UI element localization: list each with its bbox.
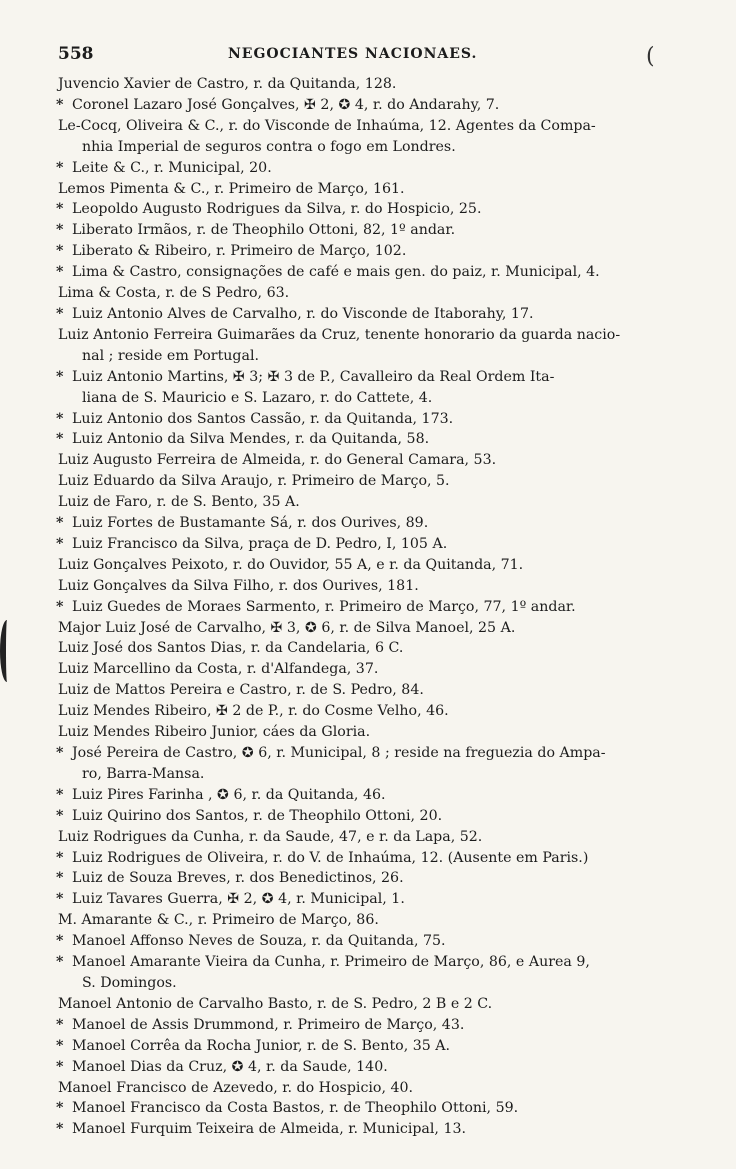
directory-entry [58,1015,698,1036]
entry-text: José Pereira de Castro, ✪ 6, r. Municipal, 8 ; reside na freguezia do Ampa- [72,745,606,761]
entry-asterisk-mark: * [56,1121,64,1138]
entry-text: Liberato & Ribeiro, r. Primeiro de Março, 102. [72,243,407,260]
entry-text: Manoel Amarante Vieira da Cunha, r. Primeiro de Março, 86, e Aurea 9, [72,954,590,971]
directory-entry [58,785,698,806]
entry-asterisk-mark: * [56,954,64,971]
entry-asterisk-mark: * [56,243,64,260]
entry-text: Lemos Pimenta & C., r. Primeiro de Março, 161. [58,180,405,197]
entry-text: Manoel Dias da Cruz, ✪ 4, r. da Saude, 140. [72,1058,388,1075]
directory-entry [58,1119,698,1140]
entry-text: Manoel Francisco de Azevedo, r. do Hospicio, 40. [58,1079,414,1096]
entry-asterisk-mark: * [56,807,64,824]
entry-asterisk-mark: * [56,1058,64,1075]
entry-continuation-text: nal ; reside em Portugal. [82,347,259,364]
entry-text: Leite & C., r. Municipal, 20. [72,159,272,176]
entry-asterisk-mark: * [56,305,64,322]
entry-asterisk-mark: * [56,410,64,427]
entry-asterisk-mark: * [56,1037,64,1054]
entry-asterisk-mark: * [56,431,64,448]
directory-entry [58,1036,698,1057]
directory-entry [58,534,698,555]
entry-text: Luiz Antonio Ferreira Guimarães da Cruz, tenente honorario da guarda nacio- [58,326,621,343]
directory-entry [58,889,698,910]
directory-entry [58,450,698,471]
directory-entry [58,116,698,158]
entry-asterisk-mark: * [56,849,64,866]
page-header [58,42,698,70]
entry-asterisk-mark: * [56,201,64,218]
entry-continuation-text: ro, Barra-Mansa. [82,765,205,782]
entry-text: Luiz Rodrigues de Oliveira, r. do V. de Inhaúma, 12. (Ausente em Paris.) [72,849,589,866]
entry-text: Luiz de Faro, r. de S. Bento, 35 A. [58,494,300,511]
directory-entry [58,492,698,513]
directory-entry [58,931,698,952]
directory-entry [58,304,698,325]
directory-entry [58,618,698,639]
entry-text: Manoel Affonso Neves de Souza, r. da Quitanda, 75. [72,933,446,950]
entry-text: Luiz Mendes Ribeiro Junior, cáes da Gloria. [58,724,371,741]
directory-entry [58,262,698,283]
entry-asterisk-mark: * [56,515,64,532]
entry-text: Luiz Antonio da Silva Mendes, r. da Quitanda, 58. [72,431,430,448]
entry-text: Luiz Gonçalves da Silva Filho, r. dos Ourives, 181. [58,577,419,594]
directory-entry [58,220,698,241]
entry-text: Manoel Antonio de Carvalho Basto, r. de S. Pedro, 2 B e 2 C. [58,995,493,1012]
entry-asterisk-mark: * [56,1100,64,1117]
entry-text: Luiz Guedes de Moraes Sarmento, r. Primeiro de Março, 77, 1º andar. [72,598,576,615]
entry-asterisk-mark: * [56,1016,64,1033]
entry-text: Leopoldo Augusto Rodrigues da Silva, r. do Hospicio, 25. [72,201,482,218]
directory-entry [58,597,698,618]
entry-continuation-text: liana de S. Mauricio e S. Lazaro, r. do Cattete, 4. [82,389,433,406]
entry-asterisk-mark: * [56,933,64,950]
directory-entry [58,199,698,220]
directory-entry [58,743,698,785]
entry-asterisk-mark: * [56,891,64,908]
directory-entry [58,555,698,576]
directory-entry [58,638,698,659]
entry-text: Luiz Augusto Ferreira de Almeida, r. do General Camara, 53. [58,452,497,469]
entry-text: Luiz Francisco da Silva, praça de D. Pedro, I, 105 A. [72,535,448,552]
entry-text: Luiz Quirino dos Santos, r. de Theophilo Ottoni, 20. [72,807,443,824]
directory-entry [58,701,698,722]
directory-entry [58,576,698,597]
binding-bracket-mark [0,620,14,682]
entry-continuation-text: S. Domingos. [82,974,177,991]
entry-text: Luiz Rodrigues da Cunha, r. da Saude, 47, e r. da Lapa, 52. [58,828,483,845]
entry-text: Luiz de Mattos Pereira e Castro, r. de S. Pedro, 84. [58,682,424,699]
entry-text: Luiz Antonio Martins, ✠ 3; ✠ 3 de P., Cavalleiro da Real Ordem Ita- [72,368,555,385]
entry-asterisk-mark: * [56,368,64,385]
directory-entry [58,680,698,701]
directory-entry [58,95,698,116]
entry-text: Manoel de Assis Drummond, r. Primeiro de Março, 43. [72,1016,465,1033]
entry-text: Manoel Corrêa da Rocha Junior, r. de S. Bento, 35 A. [72,1037,451,1054]
entry-asterisk-mark: * [56,598,64,615]
directory-entry [58,848,698,869]
entry-asterisk-mark: * [56,222,64,239]
directory-entry [58,827,698,848]
directory-entry [58,409,698,430]
page-number: 558 [58,44,94,64]
entry-asterisk-mark: * [56,535,64,552]
entry-text: Liberato Irmãos, r. de Theophilo Ottoni, 82, 1º andar. [72,222,456,239]
directory-entry [58,722,698,743]
directory-entries [58,74,698,1140]
entry-text: Coronel Lazaro José Gonçalves, ✠ 2, ✪ 4, r. do Andarahy, 7. [72,96,500,113]
entry-text: Major Luiz José de Carvalho, ✠ 3, ✪ 6, r. de Silva Manoel, 25 A. [58,619,516,636]
entry-text: Juvencio Xavier de Castro, r. da Quitanda, 128. [58,76,397,92]
entry-text: Luiz Antonio dos Santos Cassão, r. da Quitanda, 173. [72,410,454,427]
entry-text: Luiz Pires Farinha , ✪ 6, r. da Quitanda, 46. [72,786,386,803]
directory-entry [58,158,698,179]
directory-entry [58,1057,698,1078]
running-title: NEGOCIANTES NACIONAES. [228,46,478,62]
entry-text: Luiz José dos Santos Dias, r. da Candelaria, 6 C. [58,640,404,657]
entry-asterisk-mark: * [56,159,64,176]
directory-entry [58,806,698,827]
directory-entry [58,513,698,534]
directory-entry [58,179,698,200]
entry-text: Luiz Fortes de Bustamante Sá, r. dos Ourives, 89. [72,515,429,532]
entry-text: Manoel Francisco da Costa Bastos, r. de Theophilo Ottoni, 59. [72,1100,519,1117]
directory-entry [58,1078,698,1099]
entry-asterisk-mark: * [56,786,64,803]
entry-text: Luiz Marcellino da Costa, r. d'Alfandega, 37. [58,661,379,678]
entry-continuation-text: nhia Imperial de seguros contra o fogo em Londres. [82,138,456,155]
entry-text: Luiz Gonçalves Peixoto, r. do Ouvidor, 55 A, e r. da Quitanda, 71. [58,556,524,573]
directory-entry [58,868,698,889]
directory-entry [58,325,698,367]
directory-entry [58,471,698,492]
margin-mark: ( [646,44,655,69]
entry-text: Luiz Mendes Ribeiro, ✠ 2 de P., r. do Cosme Velho, 46. [58,703,449,720]
entry-text: Lima & Costa, r. de S Pedro, 63. [58,285,290,302]
entry-text: M. Amarante & C., r. Primeiro de Março, 86. [58,912,379,929]
entry-asterisk-mark: * [56,264,64,281]
directory-entry [58,994,698,1015]
entry-asterisk-mark: * [56,96,64,113]
directory-entry [58,659,698,680]
directory-entry [58,241,698,262]
entry-asterisk-mark: * [56,870,64,887]
directory-entry [58,1098,698,1119]
entry-text: Manoel Furquim Teixeira de Almeida, r. Municipal, 13. [72,1121,467,1138]
directory-entry [58,910,698,931]
directory-entry [58,952,698,994]
entry-text: Luiz Antonio Alves de Carvalho, r. do Visconde de Itaborahy, 17. [72,305,534,322]
entry-asterisk-mark: * [56,745,64,761]
directory-entry [58,429,698,450]
entry-text: Lima & Castro, consignações de café e mais gen. do paiz, r. Municipal, 4. [72,264,600,281]
entry-text: Luiz Eduardo da Silva Araujo, r. Primeiro de Março, 5. [58,473,450,490]
entry-text: Le-Cocq, Oliveira & C., r. do Visconde de Inhaúma, 12. Agentes da Compa- [58,117,596,134]
directory-entry [58,283,698,304]
directory-entry [58,74,698,95]
entry-text: Luiz Tavares Guerra, ✠ 2, ✪ 4, r. Municipal, 1. [72,891,405,908]
entry-text: Luiz de Souza Breves, r. dos Benedictinos, 26. [72,870,404,887]
directory-entry [58,367,698,409]
